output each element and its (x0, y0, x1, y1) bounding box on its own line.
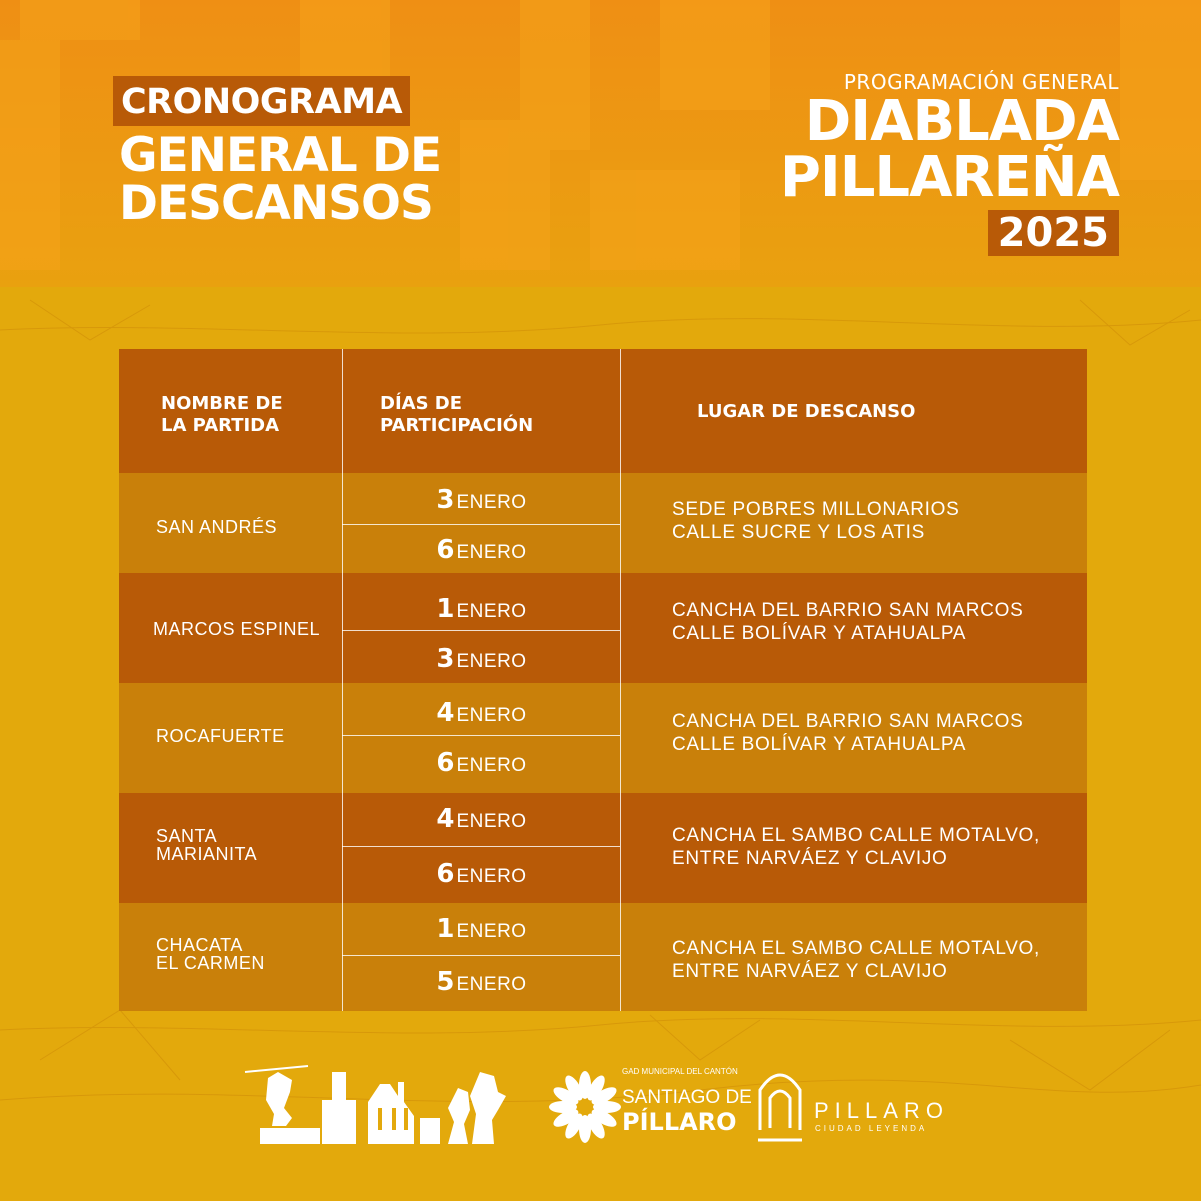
header-dias-line2: PARTICIPACIÓN (380, 415, 534, 436)
left-title-block (113, 76, 442, 231)
place-line1: SEDE POBRES MILLONARIOS (672, 499, 960, 520)
day-month: ENERO (456, 755, 527, 776)
day-number: 4 (436, 804, 455, 834)
day-entry (343, 594, 620, 624)
day-entry (343, 748, 620, 778)
name-line1: SANTA (156, 826, 218, 846)
day-number: 3 (436, 644, 455, 674)
row-name (156, 827, 257, 863)
diablada-title: DIABLADA (804, 89, 1119, 154)
day-entry (343, 967, 620, 997)
day-divider (342, 735, 620, 736)
name-line2: EL CARMEN (156, 953, 265, 973)
day-month: ENERO (456, 601, 527, 622)
day-entry (343, 859, 620, 889)
row-place (672, 824, 1040, 870)
year-badge: 2025 (988, 210, 1119, 256)
day-month: ENERO (456, 542, 527, 563)
day-month: ENERO (456, 492, 527, 513)
day-number: 1 (436, 594, 455, 624)
day-entry (343, 485, 620, 515)
row-place (672, 710, 1023, 756)
header-nombre-line2: LA PARTIDA (161, 415, 280, 436)
brand-name: PILLARO (814, 1098, 949, 1123)
pillarena-title: PILLAREÑA (779, 145, 1119, 210)
place-line1: CANCHA EL SAMBO CALLE MOTALVO, (672, 825, 1041, 846)
row-place (672, 599, 1023, 645)
day-number: 5 (436, 967, 455, 997)
day-divider (342, 630, 620, 631)
day-divider (342, 955, 620, 956)
name-line2: MARIANITA (156, 844, 258, 864)
header-lugar: LUGAR DE DESCANSO (697, 401, 916, 422)
day-month: ENERO (456, 811, 527, 832)
day-entry (343, 535, 620, 565)
gad-line2: SANTIAGO DE (622, 1087, 752, 1108)
day-divider (342, 524, 620, 525)
place-line1: CANCHA DEL BARRIO SAN MARCOS (672, 600, 1024, 621)
day-entry (343, 698, 620, 728)
place-line2: CALLE BOLÍVAR Y ATAHUALPA (672, 623, 967, 644)
day-entry (343, 914, 620, 944)
day-month: ENERO (456, 866, 527, 887)
row-place (672, 498, 959, 544)
day-number: 6 (436, 535, 455, 565)
row-name: MARCOS ESPINEL (153, 619, 321, 639)
place-line1: CANCHA EL SAMBO CALLE MOTALVO, (672, 938, 1041, 959)
pillaro-brand-mark (758, 1075, 802, 1140)
name-line1: CHACATA (156, 935, 243, 955)
day-number: 4 (436, 698, 455, 728)
footer-logos (0, 1050, 1201, 1160)
programacion-label: PROGRAMACIÓN GENERAL (843, 70, 1119, 94)
day-number: 3 (436, 485, 455, 515)
gad-line1: GAD MUNICIPAL DEL CANTÓN (622, 1067, 738, 1076)
pillaro-illustration-logo (245, 1066, 506, 1144)
row-place (672, 937, 1040, 983)
column-divider (620, 349, 621, 1011)
day-month: ENERO (456, 974, 527, 995)
place-line2: CALLE BOLÍVAR Y ATAHUALPA (672, 734, 967, 755)
row-name: SAN ANDRÉS (156, 517, 278, 537)
day-month: ENERO (456, 921, 527, 942)
left-title-line2: DESCANSOS (119, 176, 433, 231)
day-entry (343, 644, 620, 674)
header-dias (380, 393, 533, 437)
header-nombre (161, 393, 283, 437)
cronograma-label: CRONOGRAMA (113, 76, 410, 126)
column-divider (342, 349, 343, 1011)
day-number: 6 (436, 859, 455, 889)
gad-line3: PÍLLARO (622, 1108, 737, 1136)
day-divider (342, 846, 620, 847)
gad-flower-logo (549, 1071, 621, 1143)
row-name: ROCAFUERTE (156, 726, 285, 746)
day-month: ENERO (456, 705, 527, 726)
place-line2: ENTRE NARVÁEZ Y CLAVIJO (672, 848, 948, 869)
day-entry (343, 804, 620, 834)
row-name (156, 936, 265, 972)
place-line2: CALLE SUCRE Y LOS ATIS (672, 522, 926, 543)
day-number: 1 (436, 914, 455, 944)
day-number: 6 (436, 748, 455, 778)
right-title-block (780, 70, 1119, 256)
schedule-table (119, 349, 1087, 1011)
header-nombre-line1: NOMBRE DE (161, 393, 283, 414)
place-line2: ENTRE NARVÁEZ Y CLAVIJO (672, 961, 948, 982)
header-dias-line1: DÍAS DE (380, 393, 463, 414)
day-month: ENERO (456, 651, 527, 672)
brand-subtitle: CIUDAD LEYENDA (815, 1124, 928, 1133)
place-line1: CANCHA DEL BARRIO SAN MARCOS (672, 711, 1024, 732)
left-title-line1: GENERAL DE (119, 128, 442, 183)
